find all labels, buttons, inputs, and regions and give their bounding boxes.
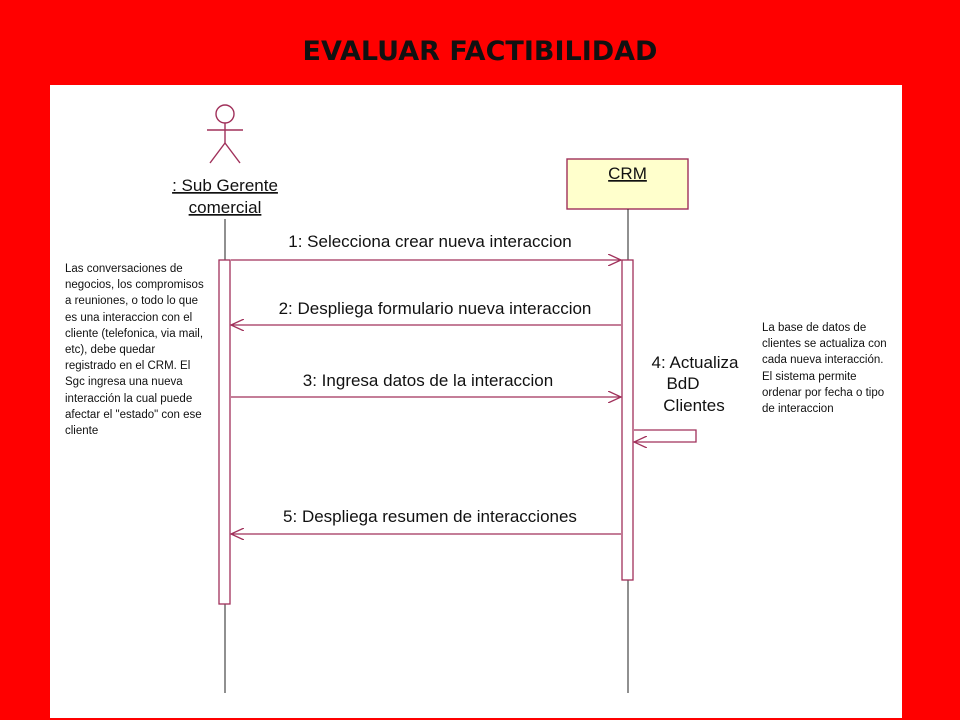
actor-activation-bar (219, 260, 230, 604)
slide-title: EVALUAR FACTIBILIDAD (302, 36, 658, 67)
message-3-label: 3: Ingresa datos de la interaccion (302, 371, 554, 390)
sequence-diagram-panel (50, 85, 902, 718)
actor-name-line2: comercial (188, 198, 262, 217)
message-2-label: 2: Despliega formulario nueva interaccion (278, 299, 592, 318)
right-note-text: La base de datos de clientes se actualiza con cada nueva interacción. El sistema permite ordenar por fecha o tipo de interaccion (762, 322, 887, 416)
actor-name-line1: : Sub Gerente (172, 176, 278, 195)
left-note-text: Las conversaciones de negocios, los compromisos a reuniones, o todo lo que es una interaccion con el cliente (telefonica, via mail, etc), debe quedar registrado en el CRM. El Sgc ingresa una nueva interacción la cual puede afectar el "estado" con ese cliente (65, 263, 204, 438)
message-4-label-line3: Clientes (663, 396, 725, 415)
actor-stick-figure-icon (207, 105, 243, 163)
message-4-label-line1: 4: Actualiza (651, 353, 739, 372)
crm-object-label: CRM (608, 164, 647, 183)
message-4-self-call-arrow (634, 430, 696, 442)
message-5-label: 5: Despliega resumen de interacciones (283, 507, 577, 526)
message-4-label-line2: BdD (666, 374, 700, 393)
crm-activation-bar (622, 260, 633, 580)
message-1-label: 1: Selecciona crear nueva interaccion (288, 232, 572, 251)
